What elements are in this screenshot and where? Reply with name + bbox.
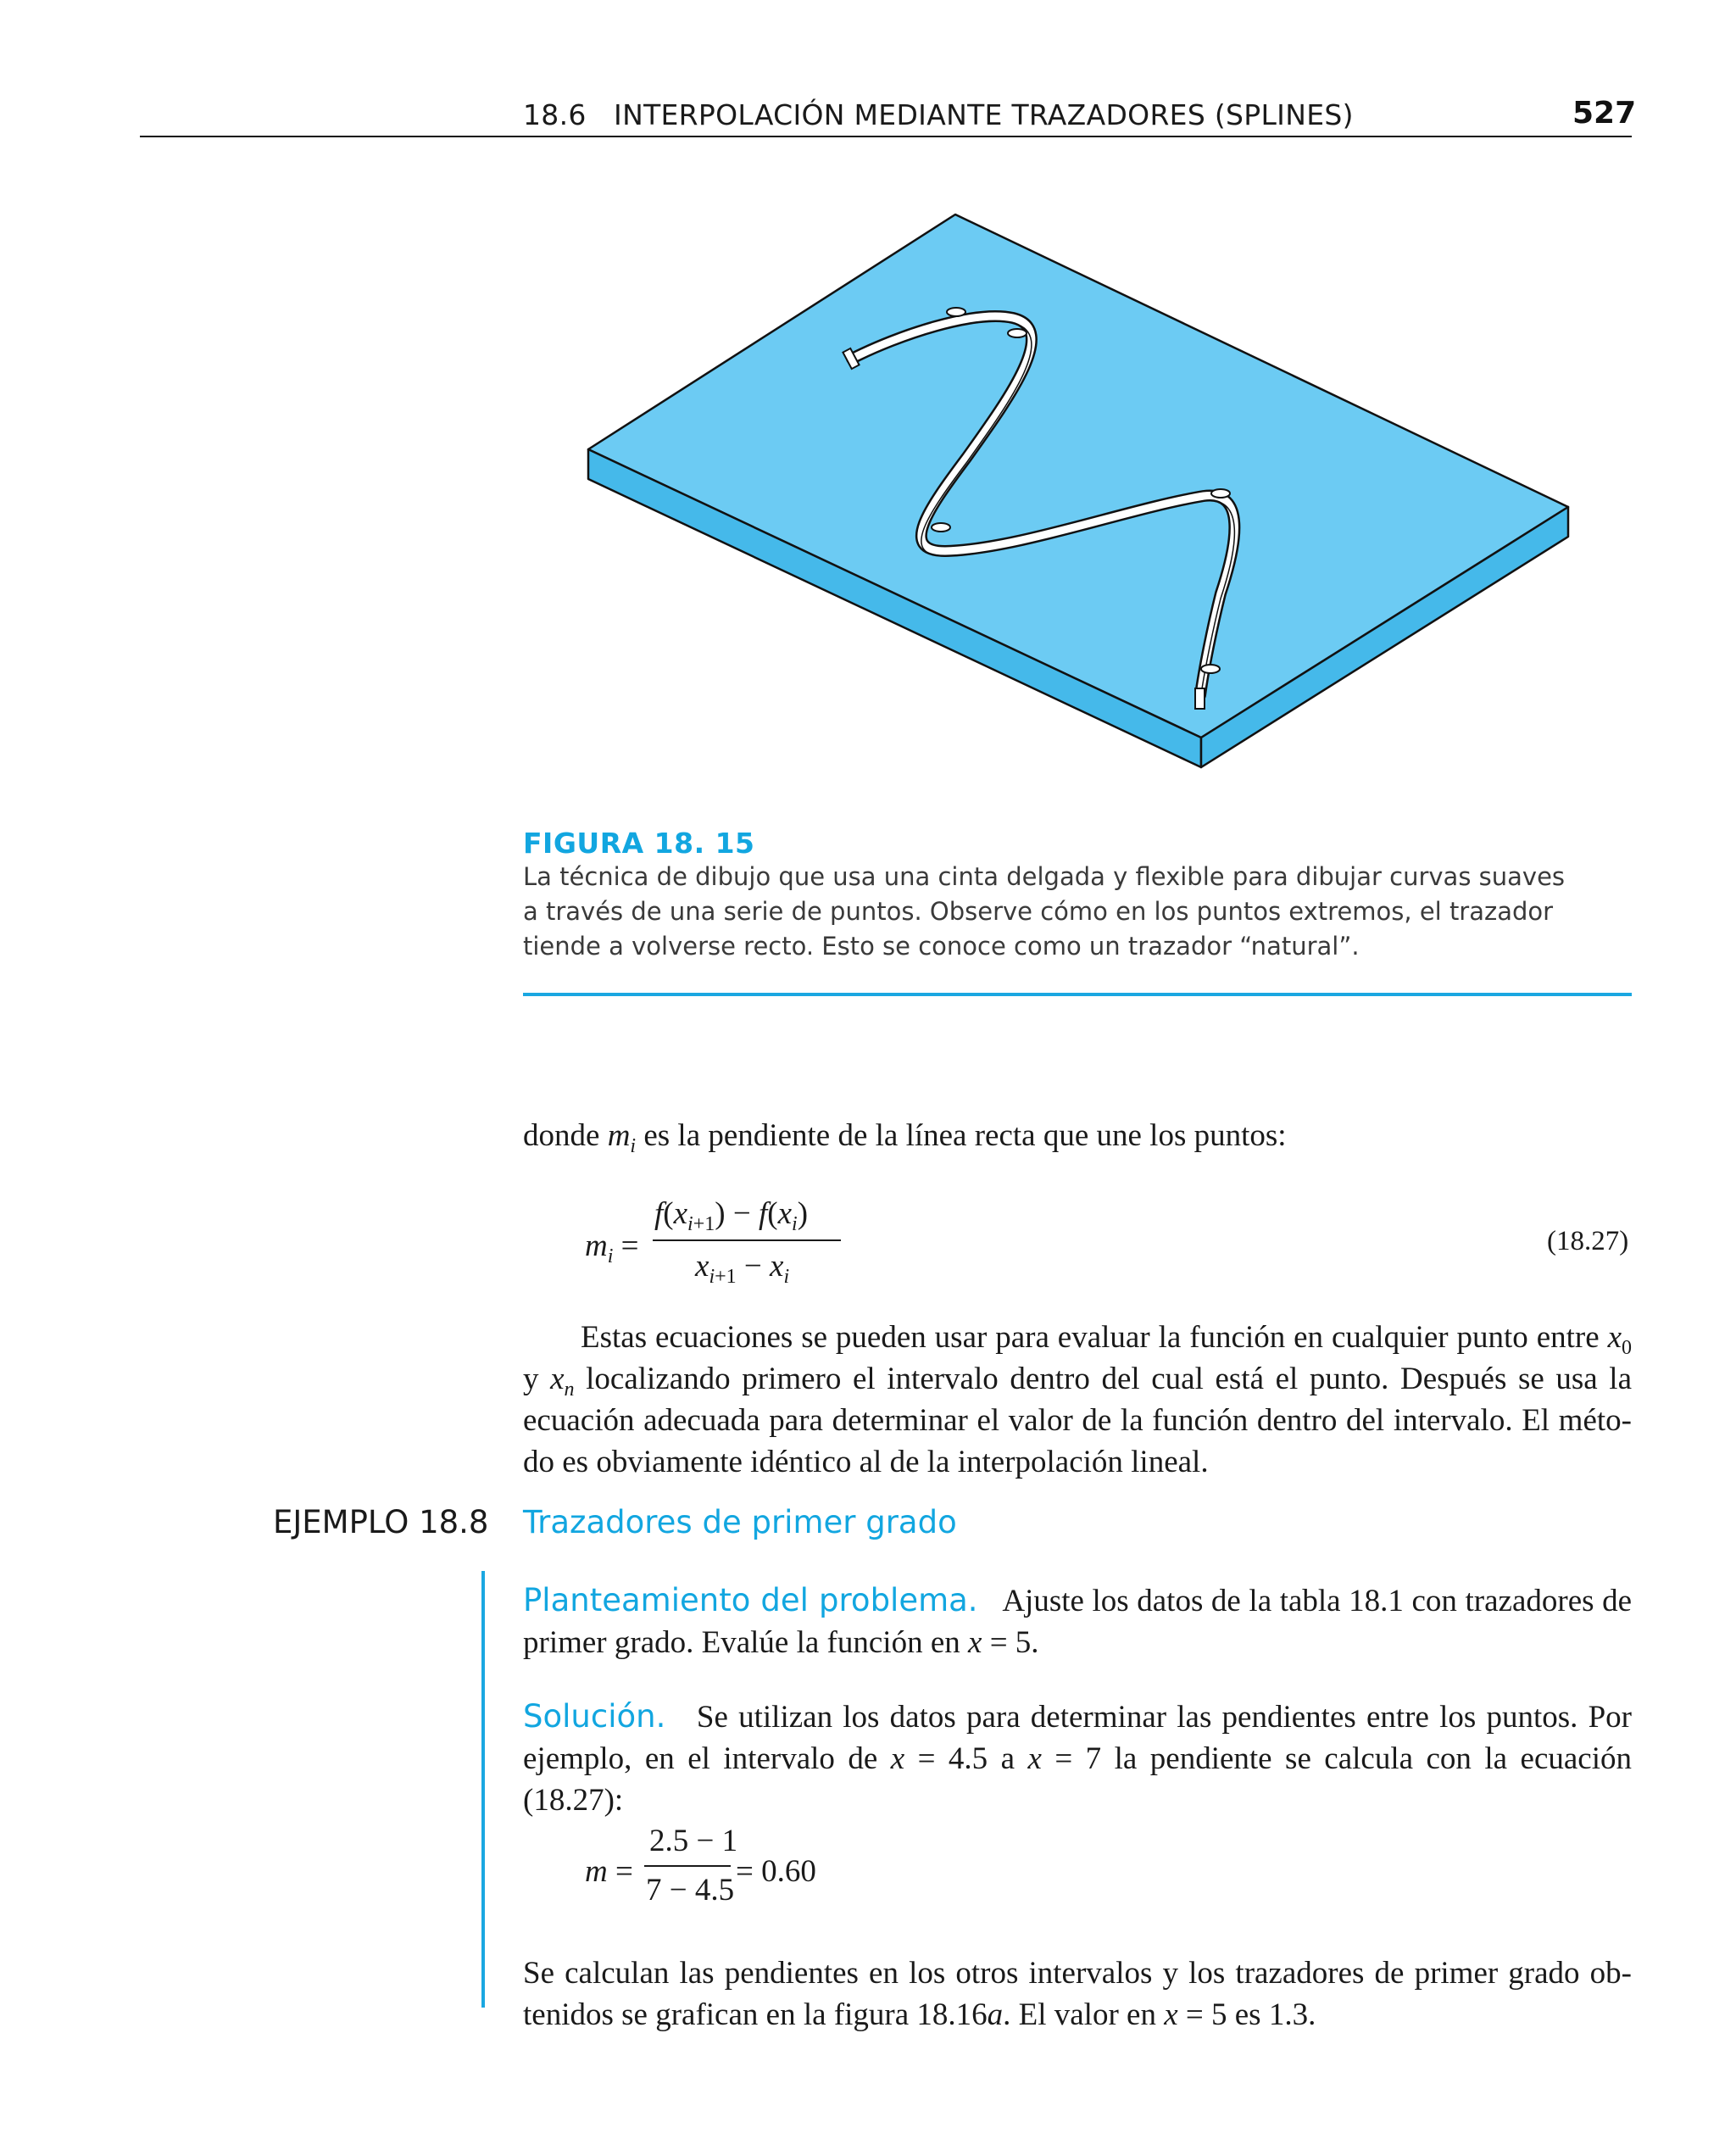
spline-end-right — [1195, 688, 1205, 709]
equation-number: (18.27) — [1547, 1226, 1629, 1256]
calc-result: = 0.60 — [736, 1854, 816, 1889]
running-header: 18.6 INTERPOLACIÓN MEDIANTE TRAZADORES (SPLINES) — [523, 98, 1354, 131]
solution-line: Solución. Se utilizan los datos para determinar las pendientes entre los puntos. Por — [523, 1698, 1633, 1735]
pin-head — [1008, 329, 1027, 337]
solution — [523, 1696, 1632, 1821]
figure-rule — [523, 993, 1632, 996]
conclusion — [523, 1952, 1632, 2036]
paragraph-line: y $x_n$ localizando primero el intervalo dentro del cual está el punto. Después se usa la — [523, 1362, 1632, 1401]
problem-heading: Planteamiento del problema. — [523, 1582, 978, 1618]
paragraph-line: do es obviamente idéntico al de la interpolación lineal. — [523, 1445, 1209, 1479]
problem-line: Planteamiento del problema. Ajuste los datos de la tabla 18.1 con trazadores de — [523, 1582, 1633, 1618]
header-rule — [140, 136, 1632, 137]
calc-numerator: 2.5 − 1 — [649, 1824, 738, 1858]
eq-lhs: $m_i$ = — [585, 1228, 639, 1267]
pin-head — [932, 523, 950, 532]
solution-line: ejemplo, en el intervalo de x = 4.5 a x = 7 la pendiente se calcula con la ecuación (18.27): — [523, 1741, 1632, 1818]
example-label: EJEMPLO 18.8 — [273, 1504, 489, 1540]
intro-sentence: donde $m_i$ es la pendiente de la línea recta que une los puntos: — [523, 1118, 1287, 1157]
problem-line: primer grado. Evalúe la función en x = 5. — [523, 1625, 1039, 1660]
paragraph-line: Estas ecuaciones se pueden usar para evaluar la función en cualquier punto entre $x_0$ — [581, 1320, 1632, 1359]
pin-head — [1201, 665, 1220, 673]
example-title: Trazadores de primer grado — [523, 1504, 957, 1540]
problem-statement — [523, 1579, 1632, 1663]
eq-numerator: $f(x_{i+1}) - f(x_i)$ — [654, 1196, 809, 1235]
figure-caption-line: La técnica de dibujo que usa una cinta delgada y flexible para dibujar curvas suaves — [523, 862, 1566, 891]
figure-illustration — [576, 203, 1594, 788]
conclusion-line: Se calculan las pendientes en los otros intervalos y los trazadores de primer grado ob- — [523, 1956, 1632, 1991]
figure-caption-line: tiende a volverse recto. Esto se conoce como un trazador “natural”. — [523, 932, 1360, 961]
calc-denominator: 7 − 4.5 — [646, 1873, 735, 1908]
pin-head — [1211, 489, 1230, 498]
calc-lhs: m = — [585, 1854, 633, 1889]
figure-caption-line: a través de una serie de puntos. Observe cómo en los puntos extremos, el trazador — [523, 897, 1554, 926]
paragraph — [523, 1317, 1632, 1483]
conclusion-line: tenidos se grafican en la figura 18.16a. El valor en x = 5 es 1.3. — [523, 1997, 1316, 2032]
eq-denominator: $x_{i+1} - x_i$ — [695, 1249, 790, 1288]
eq-fraction-bar — [653, 1239, 841, 1241]
slope-calculation — [585, 1823, 856, 1916]
page-number: 527 — [1572, 96, 1637, 131]
example-side-bar — [481, 1571, 485, 2008]
figure-label: FIGURA 18. 15 — [523, 827, 755, 860]
board-top — [588, 214, 1568, 738]
paragraph-line: ecuación adecuada para determinar el valor de la función dentro del intervalo. El méto- — [523, 1403, 1632, 1438]
calc-fraction-bar — [644, 1865, 731, 1867]
solution-heading: Solución. — [523, 1698, 666, 1735]
equation-18-27 — [585, 1195, 856, 1297]
pin-head — [947, 308, 965, 316]
